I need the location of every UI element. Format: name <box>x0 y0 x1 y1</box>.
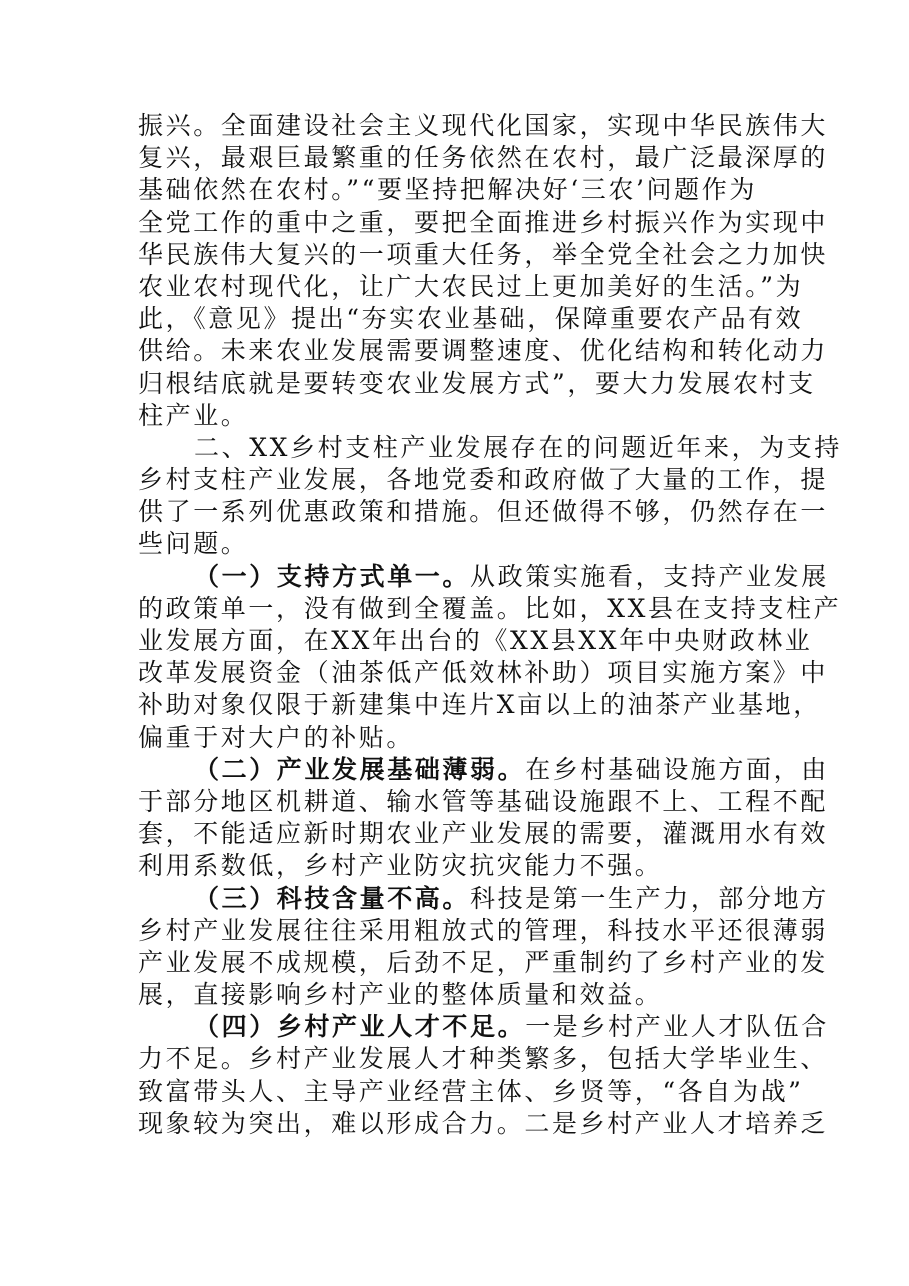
text-line: 展，直接影响乡村产业的整体质量和效益。 <box>138 980 663 1010</box>
text-line: 此，《意见》提出“夯实农业基础，保障重要农产品有效 <box>138 304 804 334</box>
paragraph <box>138 1011 829 1140</box>
text-line: 些问题。 <box>138 529 249 559</box>
text-line: 的政策单一，没有做到全覆盖。比如，XX县在支持支柱产 <box>138 593 842 623</box>
paragraph <box>138 110 829 432</box>
text-line: 供给。未来农业发展需要调整速度、优化结构和转化动力 <box>138 336 829 366</box>
text-line <box>138 754 829 786</box>
text-line <box>138 883 829 915</box>
text-line: 产业发展不成规模，后劲不足，严重制约了乡村产业的发 <box>138 947 829 977</box>
text-run: 一是乡村产业人才队伍合 <box>525 1012 829 1042</box>
paragraph <box>138 432 842 561</box>
text-line: 归根结底就是要转变农业发展方式”，要大力发展农村支 <box>138 368 816 398</box>
text-line: 复兴，最艰巨最繁重的任务依然在农村，最广泛最深厚的 <box>138 143 829 173</box>
text-line: 套，不能适应新时期农业产业发展的需要，灌溉用水有效 <box>138 819 829 849</box>
text-run: 科技是第一生产力，部分地方 <box>470 883 829 913</box>
text-line: 现象较为突出，难以形成合力。二是乡村产业人才培养乏 <box>138 1108 829 1138</box>
text-run: 在乡村基础设施方面，由 <box>525 754 829 784</box>
text-line: 供了一系列优惠政策和措施。但还做得不够，仍然存在一 <box>138 497 829 527</box>
text-line: 偏重于对大户的补贴。 <box>138 722 415 752</box>
text-line <box>138 1011 829 1043</box>
text-line: 二、XX乡村支柱产业发展存在的问题近年来，为支持 <box>194 432 842 462</box>
text-line: 业发展方面，在XX年出台的《XX县XX年中央财政林业 <box>138 626 813 655</box>
text-line: 全党工作的重中之重，要把全面推进乡村振兴作为实现中 <box>138 207 829 237</box>
text-line: 利用系数低，乡村产业防灾抗灾能力不强。 <box>138 851 663 881</box>
text-line: 于部分地区机耕道、输水管等基础设施跟不上、工程不配 <box>138 786 829 816</box>
paragraph <box>138 754 829 883</box>
text-line: 致富带头人、主导产业经营主体、乡贤等，“各自为战” <box>138 1076 804 1106</box>
text-line: 振兴。全面建设社会主义现代化国家，实现中华民族伟大 <box>138 111 829 140</box>
text-line: 力不足。乡村产业发展人才种类繁多，包括大学毕业生、 <box>138 1044 829 1074</box>
text-run: 从政策实施看，支持产业发展 <box>470 561 829 591</box>
text-line: 补助对象仅限于新建集中连片X亩以上的油茶产业基地， <box>138 690 821 720</box>
text-line: 基础依然在农村。”“要坚持把解决好‘三农’问题作为 <box>138 175 757 205</box>
text-line <box>138 561 829 593</box>
text-line: 改革发展资金（油茶低产低效林补助）项目实施方案》中 <box>138 658 829 688</box>
text-line: 乡村支柱产业发展，各地党委和政府做了大量的工作，提 <box>138 465 829 495</box>
section-heading: （四）乡村产业人才不足。 <box>194 1012 526 1042</box>
text-line: 华民族伟大复兴的一项重大任务，举全党全社会之力加快 <box>138 239 829 269</box>
body-text <box>138 110 842 1140</box>
text-line: 农业农村现代化，让广大农民过上更加美好的生活。”为 <box>138 271 804 301</box>
section-heading: （一）支持方式单一。 <box>194 561 471 591</box>
section-heading: （二）产业发展基础薄弱。 <box>194 754 526 784</box>
section-heading: （三）科技含量不高。 <box>194 883 471 913</box>
paragraph <box>138 883 829 1012</box>
text-line: 柱产业。 <box>138 400 249 430</box>
paragraph <box>138 561 842 754</box>
text-line: 乡村产业发展往往采用粗放式的管理，科技水平还很薄弱 <box>138 915 829 945</box>
